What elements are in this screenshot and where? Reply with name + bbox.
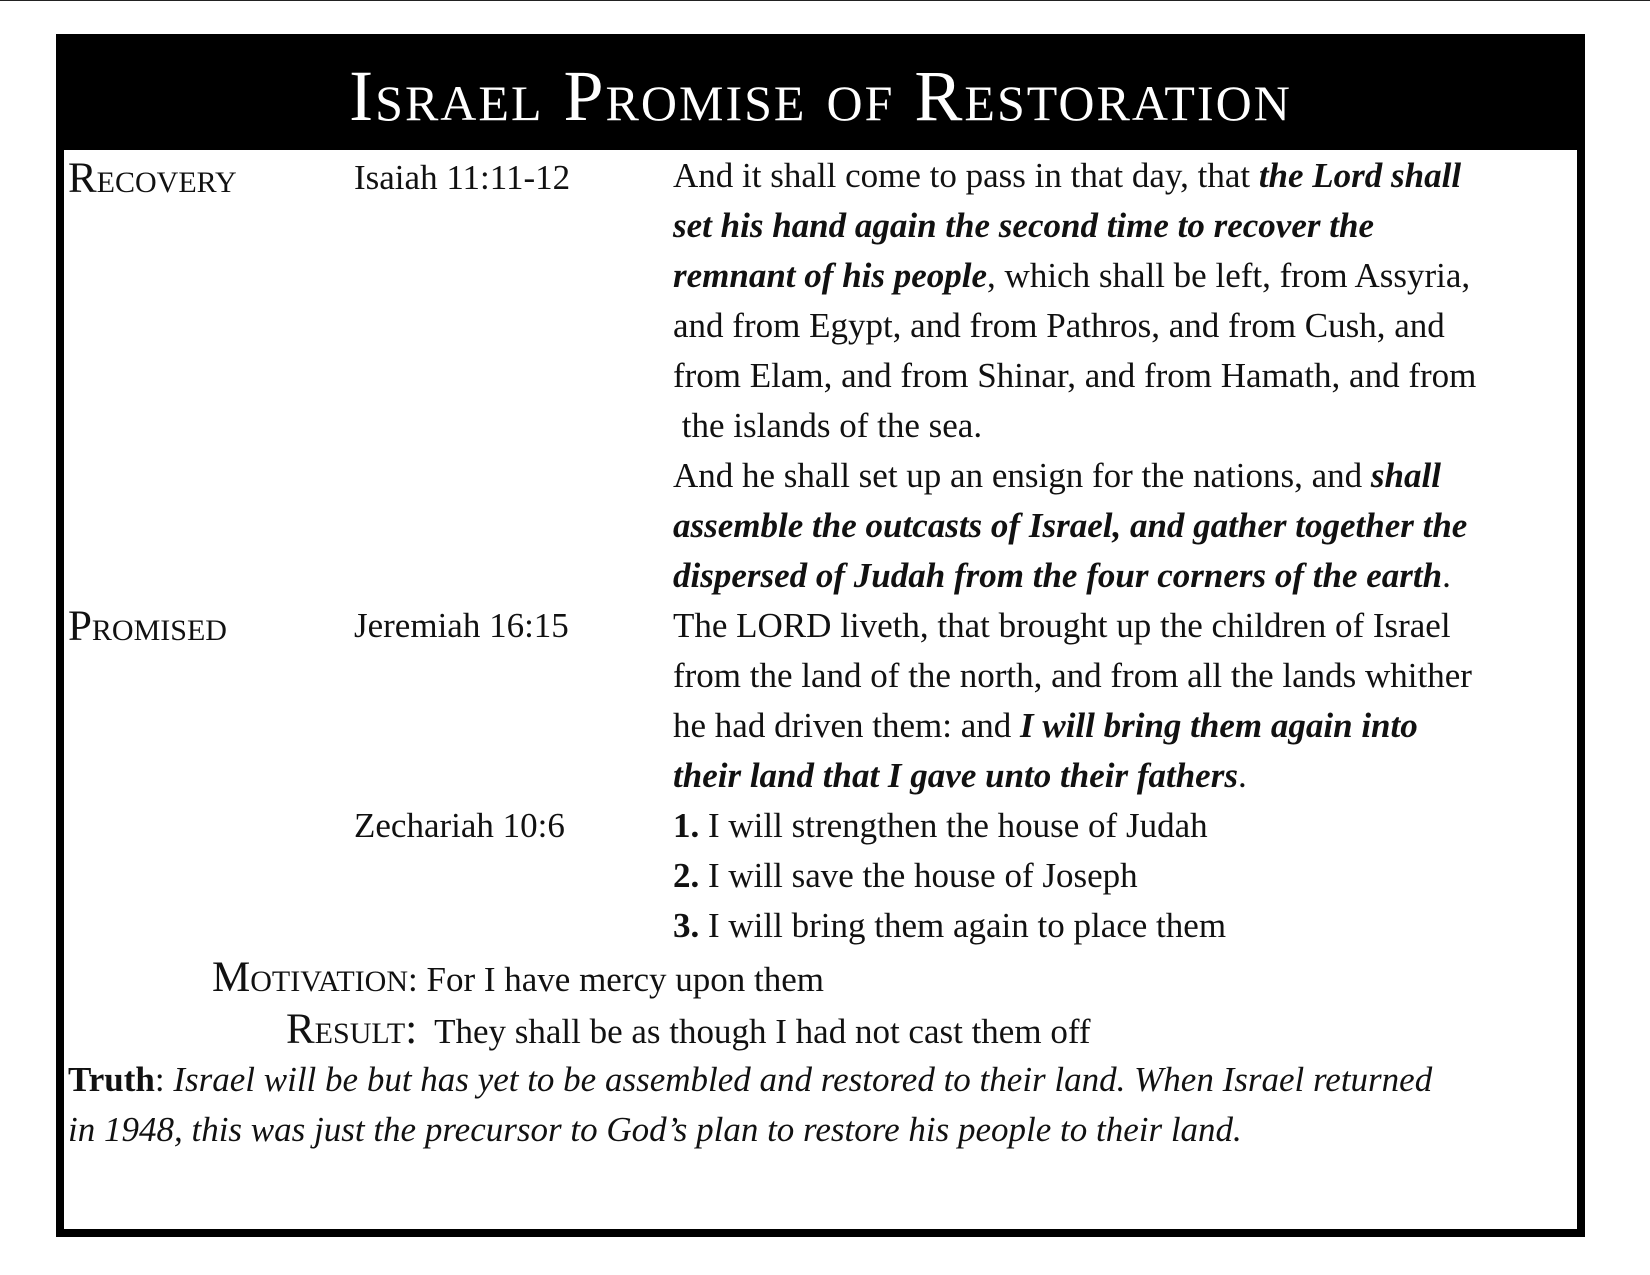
recovery-line-2: set his hand again the second time to recover the (673, 206, 1374, 245)
promised-line-3 (673, 700, 1418, 752)
item-1-text: I will strengthen the house of Judah (699, 806, 1208, 845)
promised-line-3-emphasis: I will bring them again into (1019, 706, 1418, 745)
zechariah-reference: Zechariah 10:6 (354, 806, 565, 845)
truth-line-1 (68, 1054, 1432, 1106)
item-2-text: I will save the house of Joseph (699, 856, 1138, 895)
restoration-card (56, 34, 1585, 1237)
recovery-line-7 (673, 450, 1441, 502)
recovery-line-7-plain: And he shall set up an ensign for the nations, and (673, 456, 1371, 495)
truth-text-1: Israel will be but has yet to be assembled and restored to their land. When Israel returned (173, 1060, 1433, 1099)
promised-line-4-period: . (1237, 756, 1247, 795)
item-1-number: 1. (673, 806, 700, 845)
result-text: They shall be as though I had not cast them off (417, 1012, 1091, 1051)
recovery-line-3-emphasis: remnant of his people (673, 256, 988, 295)
recovery-line-9 (673, 550, 1451, 602)
recovery-line-8: assemble the outcasts of Israel, and gather together the (673, 506, 1468, 545)
recovery-line-3 (673, 250, 1470, 302)
zechariah-item-2 (673, 850, 1138, 902)
page-title: Israel Promise of Restoration (64, 42, 1577, 150)
promised-line-3-plain: he had driven them: and (673, 706, 1020, 745)
recovery-reference: Isaiah 11:11-12 (354, 158, 571, 197)
item-3-number: 3. (673, 906, 700, 945)
promised-line-4 (673, 750, 1247, 802)
promised-line-2: from the land of the north, and from all the lands whither (673, 656, 1472, 695)
recovery-heading: Recovery (68, 155, 237, 202)
zechariah-item-1 (673, 800, 1208, 852)
truth-line-2: in 1948, this was just the precursor to God’s plan to restore his people to their land. (68, 1110, 1242, 1149)
recovery-line-7-emphasis: shall (1370, 456, 1441, 495)
motivation-line (212, 952, 824, 1006)
recovery-line-9-period: . (1442, 556, 1451, 595)
recovery-line-1-plain: And it shall come to pass in that day, that (673, 156, 1259, 195)
promised-line-4-emphasis: their land that I gave unto their fathers (673, 756, 1238, 795)
top-rule (0, 0, 1650, 1)
truth-separator: : (154, 1060, 174, 1099)
result-line (286, 1004, 1091, 1058)
motivation-text: : For I have mercy upon them (408, 960, 825, 999)
item-3-text: I will bring them again to place them (699, 906, 1227, 945)
recovery-line-9-emphasis: dispersed of Judah from the four corners of the earth (673, 556, 1443, 595)
item-2-number: 2. (673, 856, 700, 895)
recovery-line-5: from Elam, and from Shinar, and from Hamath, and from (673, 356, 1477, 395)
recovery-line-1-emphasis: the Lord shall (1258, 156, 1462, 195)
motivation-label: Motivation (212, 954, 408, 1001)
zechariah-item-3 (673, 900, 1226, 952)
recovery-line-3-plain: , which shall be left, from Assyria, (987, 256, 1471, 295)
promised-line-1: The LORD liveth, that brought up the children of Israel (673, 606, 1451, 645)
result-label: Result: (286, 1006, 418, 1053)
promised-reference: Jeremiah 16:15 (354, 606, 569, 645)
promised-heading: Promised (68, 603, 227, 650)
recovery-line-6: the islands of the sea. (673, 406, 983, 445)
recovery-line-1 (673, 150, 1461, 202)
truth-label: Truth (68, 1060, 155, 1099)
recovery-line-4: and from Egypt, and from Pathros, and from Cush, and (673, 306, 1445, 345)
